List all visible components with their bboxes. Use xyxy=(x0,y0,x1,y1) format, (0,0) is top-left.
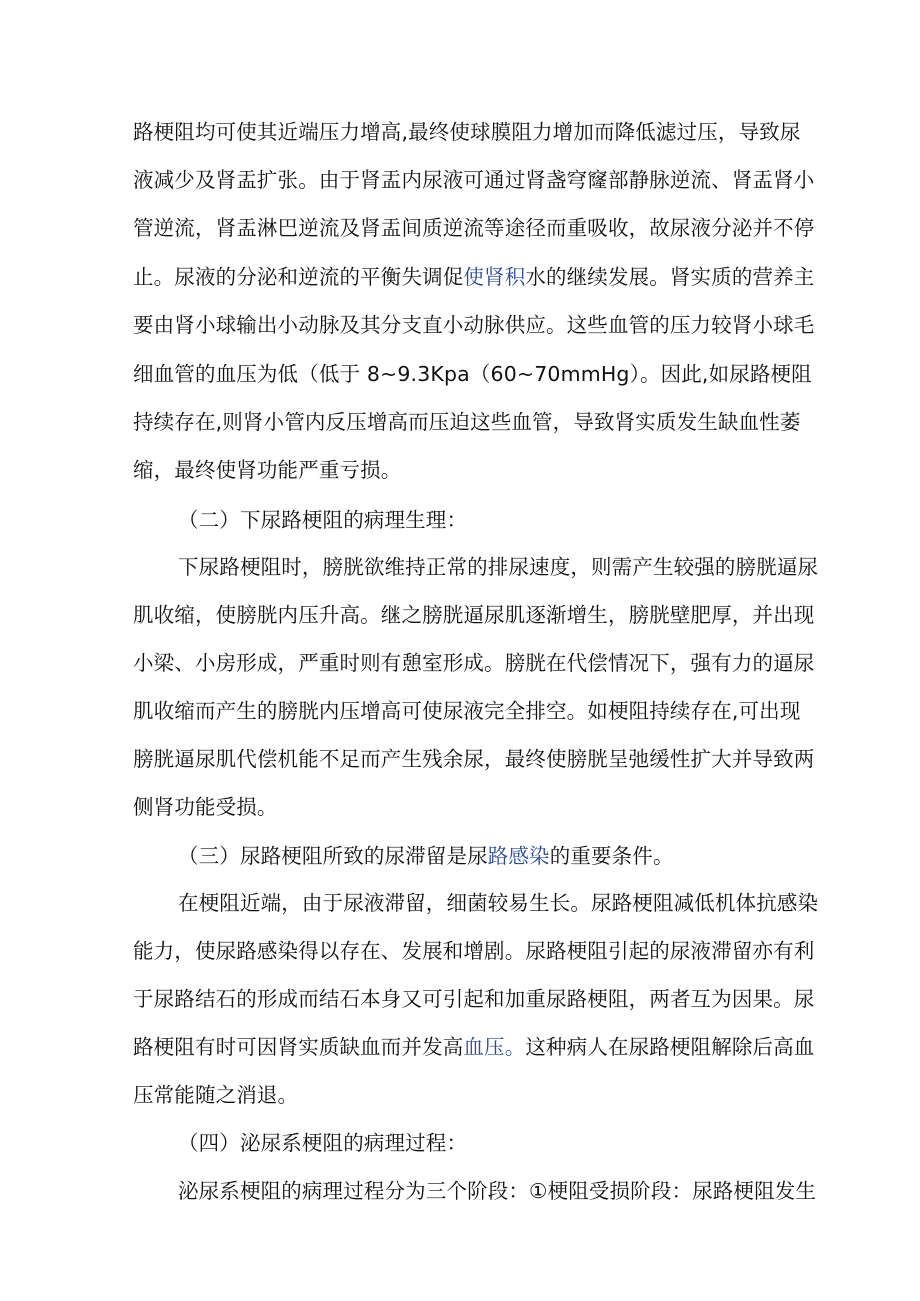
text-segment: 于尿路结石的形成而结石本身又可引起和加重尿路梗阻，两者互为因果。尿 xyxy=(133,987,815,1011)
paragraph-line-7 xyxy=(133,409,800,435)
text-segment: 缩，最终使肾功能严重亏损。 xyxy=(133,458,402,482)
paragraph-line-8 xyxy=(133,457,401,483)
text-segment: 膀胱逼尿肌代偿机能不足而产生残余尿，最终使膀胱呈弛缓性扩大并导致两 xyxy=(133,747,815,771)
heading-text: （四）泌尿系梗阻的病理过程： xyxy=(178,1131,468,1155)
paragraph-line-3 xyxy=(133,215,814,241)
text-segment: 液减少及肾盂扩张。由于肾盂内尿液可通过肾盏穹窿部静脉逆流、肾盂肾小 xyxy=(133,168,815,192)
hydronephrosis-link[interactable]: 使肾积 xyxy=(463,265,526,289)
text-segment: 持续存在,则肾小管内反压增高而压迫这些血管，导致肾实质发生缺血性萎 xyxy=(133,410,801,434)
paragraph-line-1 xyxy=(133,119,800,145)
paragraph-line-2 xyxy=(133,167,814,193)
text-segment: 在梗阻近端，由于尿液滞留，细菌较易生长。尿路梗阻减低机体抗感染 xyxy=(178,891,819,915)
paragraph-line-17 xyxy=(178,890,818,916)
paragraph-line-18 xyxy=(133,938,814,964)
text-segment: 细血管的血压为低（低于 8~9.3Kpa（60~70mmHg）。因此,如尿路梗阻 xyxy=(133,362,812,386)
paragraph-line-21 xyxy=(133,1082,298,1108)
paragraph-line-14 xyxy=(133,746,814,772)
text-segment: 管逆流，肾盂淋巴逆流及肾盂间质逆流等途径而重吸收，故尿液分泌并不停 xyxy=(133,216,815,240)
heading-text: 的重要条件。 xyxy=(549,844,674,868)
text-segment: 路梗阻均可使其近端压力增高,最终使球膜阻力增加而降低滤过压，导致尿 xyxy=(133,120,801,144)
hypertension-link[interactable]: 血压。 xyxy=(463,1035,526,1059)
urinary-infection-link[interactable]: 路感染 xyxy=(487,844,550,868)
text-segment: 小梁、小房形成，严重时则有憩室形成。膀胱在代偿情况下，强有力的逼尿 xyxy=(133,651,815,675)
text-segment: 能力，使尿路感染得以存在、发展和增剧。尿路梗阻引起的尿液滞留亦有利 xyxy=(133,939,815,963)
text-segment: 路梗阻有时可因肾实质缺血而并发高 xyxy=(133,1035,464,1059)
paragraph-line-20 xyxy=(133,1034,814,1060)
heading-text: （三）尿路梗阻所致的尿滞留是尿 xyxy=(178,844,488,868)
paragraph-line-13 xyxy=(133,698,800,724)
paragraph-line-12 xyxy=(133,650,814,676)
text-segment: 水的继续发展。肾实质的营养主 xyxy=(525,265,815,289)
section-heading-3 xyxy=(178,843,674,869)
paragraph-line-19 xyxy=(133,986,814,1012)
text-segment: 下尿路梗阻时，膀胱欲维持正常的排尿速度，则需产生较强的膀胱逼尿 xyxy=(178,555,819,579)
paragraph-line-10 xyxy=(178,554,818,580)
text-segment: 肌收缩而产生的膀胱内压增高可使尿液完全排空。如梗阻持续存在,可出现 xyxy=(133,699,801,723)
paragraph-line-23 xyxy=(178,1178,816,1204)
text-segment: 这种病人在尿路梗阻解除后高血 xyxy=(525,1035,815,1059)
text-segment: 泌尿系梗阻的病理过程分为三个阶段：①梗阻受损阶段：尿路梗阻发生 xyxy=(178,1179,817,1203)
text-segment: 压常能随之消退。 xyxy=(133,1083,299,1107)
paragraph-line-4 xyxy=(133,264,814,290)
paragraph-line-11 xyxy=(133,602,814,628)
paragraph-line-6 xyxy=(133,361,812,387)
section-heading-2 xyxy=(178,507,467,533)
text-segment: 肌收缩，使膀胱内压升高。继之膀胱逼尿肌逐渐增生，膀胱壁肥厚，并出现 xyxy=(133,603,815,627)
paragraph-line-15 xyxy=(133,794,278,820)
text-segment: 止。尿液的分泌和逆流的平衡失调促 xyxy=(133,265,464,289)
text-segment: 侧肾功能受损。 xyxy=(133,795,278,819)
paragraph-line-5 xyxy=(133,312,814,338)
text-segment: 要由肾小球输出小动脉及其分支直小动脉供应。这些血管的压力较肾小球毛 xyxy=(133,313,815,337)
heading-text: （二）下尿路梗阻的病理生理： xyxy=(178,508,468,532)
section-heading-4 xyxy=(178,1130,467,1156)
